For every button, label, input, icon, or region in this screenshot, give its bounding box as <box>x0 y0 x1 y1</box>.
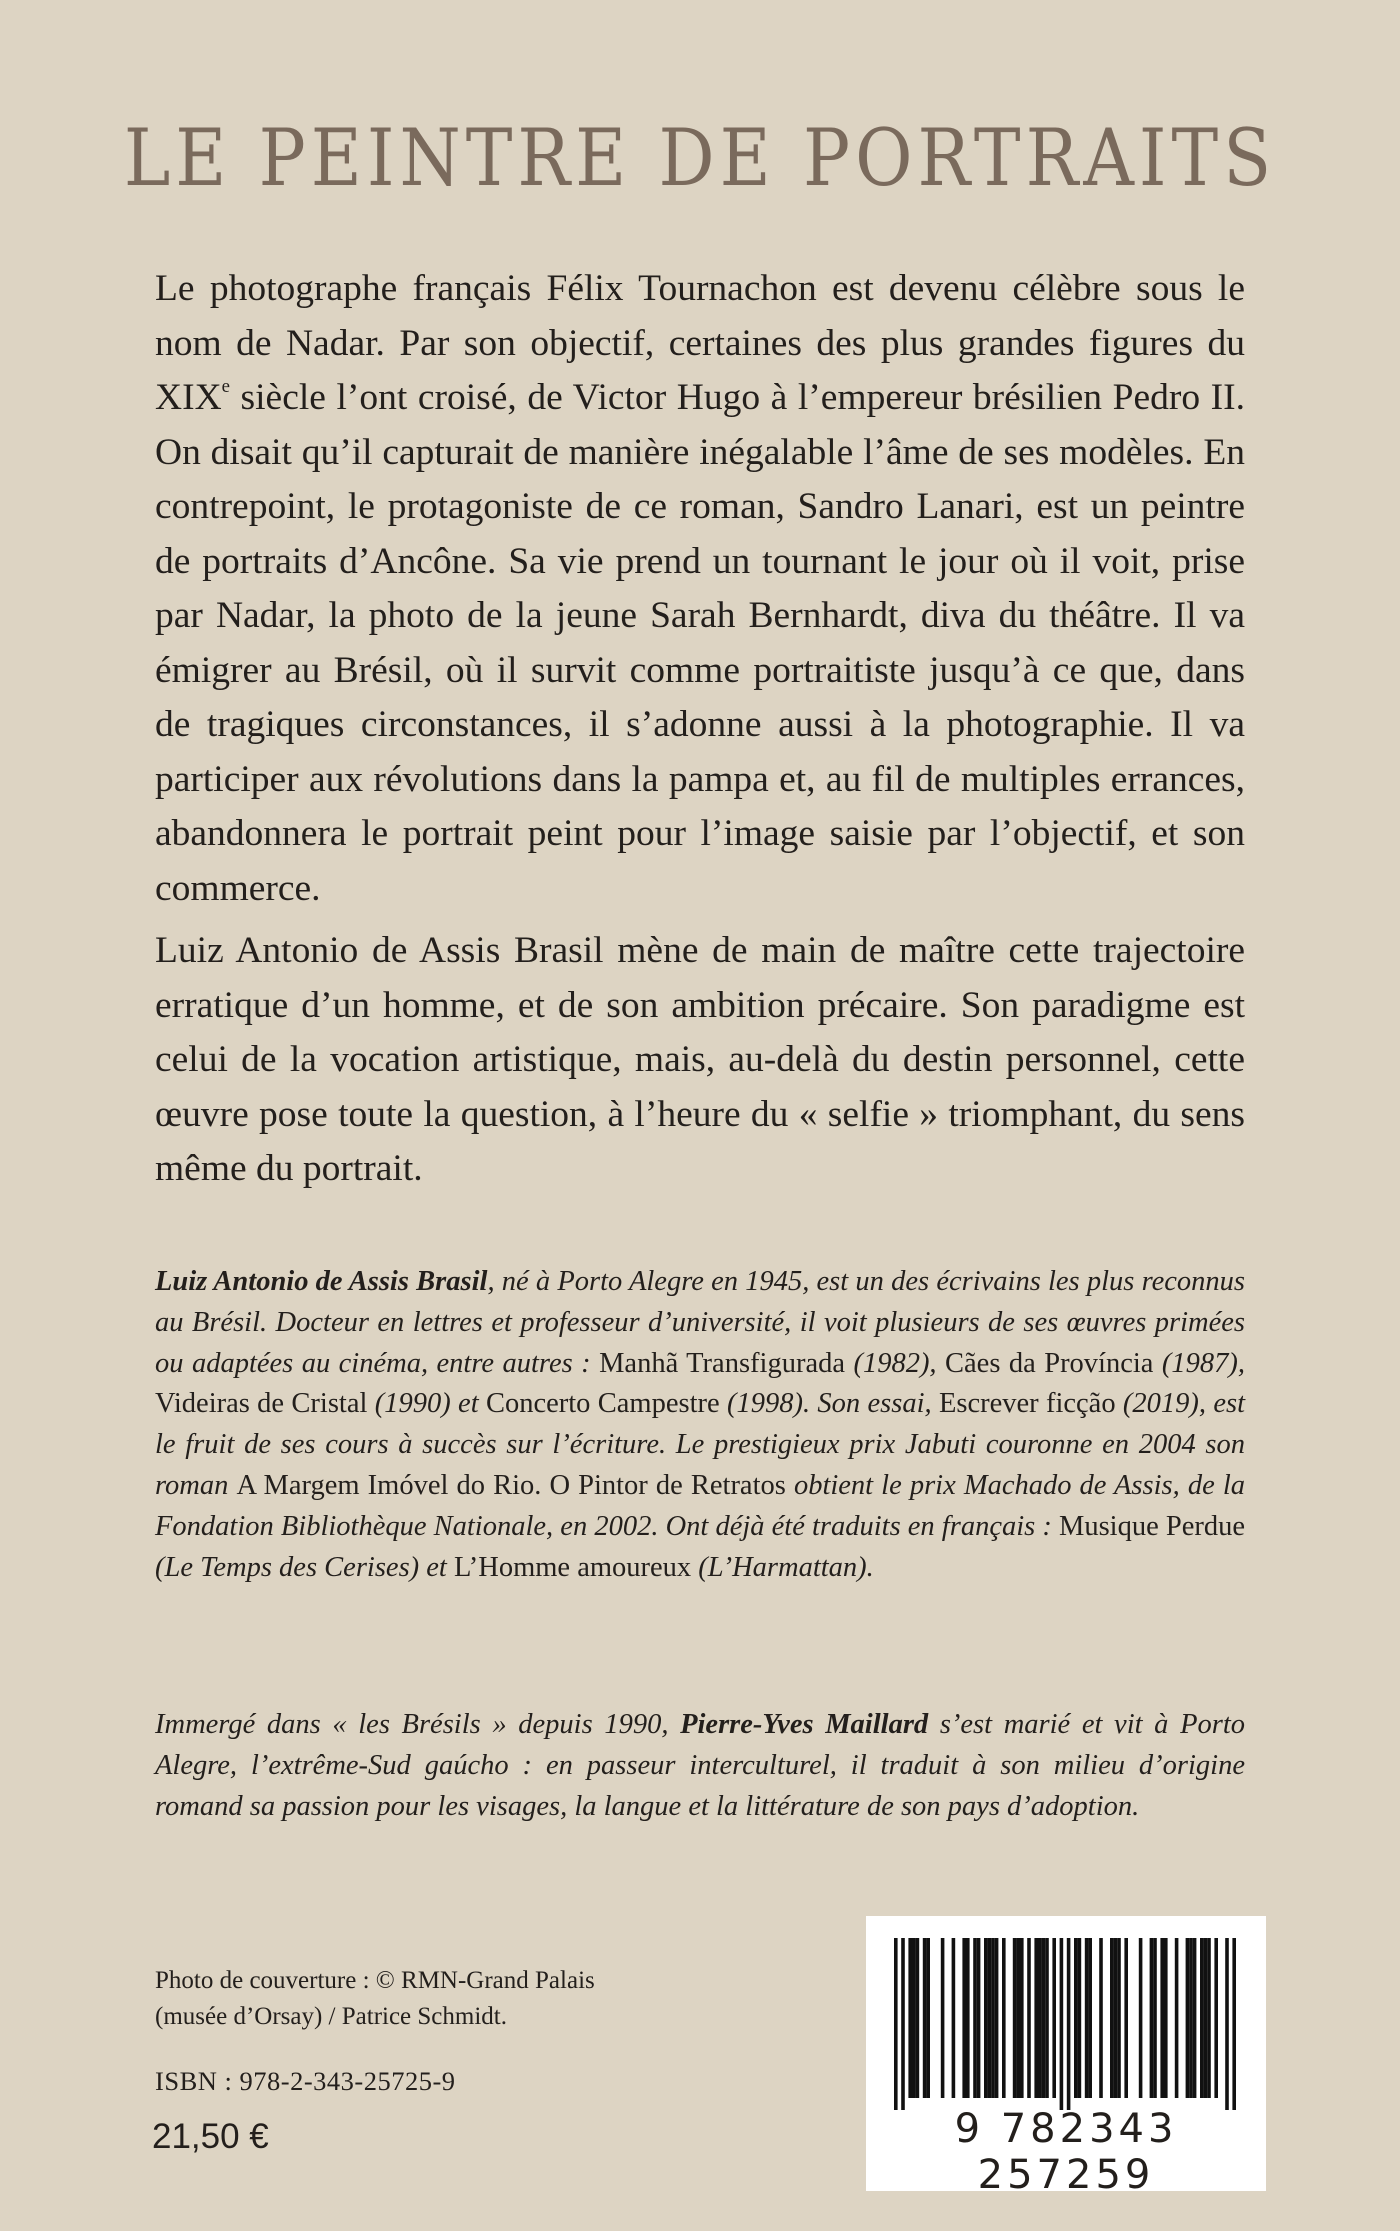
credit-line: Photo de couverture : © RMN-Grand Palais <box>155 1967 595 1994</box>
book-title-ref: Musique Perdue <box>1058 1510 1245 1542</box>
translator-name: Pierre-Yves Maillard <box>680 1709 929 1740</box>
bio-text: (Le Temps des Cerises) et <box>155 1551 454 1583</box>
barcode-bar <box>1189 1938 1193 2098</box>
bio-text: (1998). Son essai, <box>719 1388 939 1420</box>
author-name: Luiz Antonio de Assis Brasil <box>155 1266 488 1297</box>
barcode-bar <box>1214 1938 1218 2098</box>
barcode-bar <box>1020 1938 1024 2098</box>
barcode <box>866 1916 1266 2198</box>
barcode-bar <box>1117 1938 1121 2098</box>
barcode-bar <box>1164 1938 1168 2098</box>
barcode-bar <box>984 1938 988 2098</box>
book-title-ref: Cães da Província <box>945 1347 1154 1379</box>
bio-text: (1982), <box>845 1347 946 1379</box>
book-title-ref: A Margem Imóvel do Rio. O Pintor de Retratos <box>236 1469 786 1501</box>
summary-text: siècle l’ont croisé, de Victor Hugo à l’empereur brésilien Pedro II. On disait qu’il capturait de manière inégalable l’âme de ses modèles. En contrepoint, le protagoniste de ce roman, Sandro Lanari, est un peintre de portraits d’Ancône. Sa vie prend un tournant le jour où il voit, prise par Nadar, la photo de la jeune Sarah Bernhardt, diva du théâtre. Il va émigrer au Brésil, où il survit comme portraitiste jusqu’à ce que, dans de tragiques circonstances, il s’adonne aussi à la photographie. Il va participer aux révolutions dans la pampa et, au fil de multiples errances, abandonnera le portrait peint pour l’image saisie par l’objectif, et son commerce. <box>155 377 1245 909</box>
barcode-bar <box>1160 1938 1164 2098</box>
barcode-bar <box>1114 1938 1118 2098</box>
bio-text: s’est marié et vit à Porto Alegre, l’extrême-Sud gaúcho : en passeur interculturel, il traduit à son milieu d’origine romand sa passion pour les visages, la langue et la littérature de son pays d’adoption. <box>155 1709 1245 1822</box>
book-title: LE PEINTRE DE PORTRAITS <box>123 112 1277 204</box>
barcode-bar <box>977 1938 981 2098</box>
bio-text: Immergé dans « les Brésils » depuis 1990, <box>155 1709 681 1740</box>
book-title-ref: L’Homme amoureux <box>453 1551 692 1583</box>
barcode-bar <box>991 1938 995 2098</box>
summary-text: Le photographe français Félix Tournachon est devenu célèbre sous le nom de Nadar. Par son objectif, certaines des plus grandes figures du XIX <box>155 268 1245 418</box>
barcode-bar <box>1074 1938 1078 2098</box>
bio-text: (1987), <box>1153 1347 1246 1379</box>
barcode-bar <box>1186 1938 1190 2098</box>
barcode-bar <box>1099 1938 1103 2098</box>
book-title-ref: Escrever ficção <box>938 1388 1116 1420</box>
isbn-text: ISBN : 978-2-343-25725-9 <box>155 2066 456 2096</box>
price-text: 21,50 € <box>152 2117 269 2156</box>
barcode-bar <box>1052 1938 1056 2098</box>
barcode-bar <box>1175 1938 1179 2098</box>
barcode-bar <box>962 1938 966 2098</box>
barcode-bar <box>1085 1938 1089 2098</box>
bio-text: (1990) et <box>367 1388 486 1420</box>
barcode-bar <box>1067 1938 1071 2110</box>
barcode-bar <box>923 1938 927 2098</box>
book-title-ref: Concerto Campestre <box>485 1388 720 1420</box>
barcode-bar <box>1016 1938 1020 2098</box>
barcode-bar <box>1060 1938 1064 2110</box>
barcode-bar <box>1045 1938 1049 2098</box>
barcode-bar <box>912 1938 916 2098</box>
barcode-bar <box>952 1938 956 2098</box>
barcode-bar <box>1088 1938 1092 2098</box>
translator-biography <box>155 1705 1245 1827</box>
barcode-bar <box>1153 1938 1157 2098</box>
barcode-bar <box>894 1938 898 2110</box>
barcode-bar <box>908 1938 912 2098</box>
barcode-bar <box>1078 1938 1082 2098</box>
barcode-bar <box>1139 1938 1143 2098</box>
barcode-bar <box>1042 1938 1046 2098</box>
barcode-bar <box>988 1938 992 2098</box>
barcode-bar <box>1038 1938 1042 2098</box>
barcode-bar <box>1124 1938 1128 2098</box>
barcode-bars <box>866 1916 1266 2111</box>
bio-text: (2019), est le fruit de ses cours à succès sur l’écriture. Le prestigieux prix Jabuti couronne en 2004 son roman <box>155 1388 1246 1501</box>
bio-text: obtient le prix Machado de Assis, de la Fondation Bibliothèque Nationale, en 2002. Ont déjà été traduits en français : <box>155 1469 1245 1542</box>
summary-paragraph-2: Luiz Antonio de Assis Brasil mène de main de maître cette trajectoire erratique d’un homme, et de son ambition précaire. Son paradigme est celui de la vocation artistique, mais, au-delà du destin personnel, cette œuvre pose toute la question, à l’heure du « selfie » triomphant, du sens même du portrait. <box>155 930 1245 1189</box>
credit-line: (musée d’Orsay) / Patrice Schmidt. <box>155 2003 507 2030</box>
barcode-bar <box>1204 1938 1208 2098</box>
author-biography <box>155 1262 1245 1588</box>
barcode-bar <box>1150 1938 1154 2098</box>
barcode-bar <box>1002 1938 1006 2098</box>
barcode-bar <box>995 1938 999 2098</box>
barcode-bar <box>1193 1938 1197 2098</box>
barcode-bar <box>966 1938 970 2098</box>
barcode-bar <box>1034 1938 1038 2098</box>
barcode-bar <box>1200 1938 1204 2098</box>
bio-text: (L’Harmattan). <box>691 1551 874 1583</box>
barcode-bar <box>901 1938 905 2110</box>
century-superscript: e <box>221 376 230 398</box>
barcode-bar <box>1110 1938 1114 2098</box>
bio-text: , né à Porto Alegre en 1945, est un des écrivains les plus reconnus au Brésil. Docteur en lettres et professeur d’université, il voit plusieurs de ses œuvres primées ou adaptées au cinéma, entre autres : <box>155 1266 1246 1379</box>
barcode-bar <box>1027 1938 1031 2098</box>
barcode-bar <box>1232 1938 1236 2110</box>
book-title-ref: Manhã Transfigurada <box>599 1347 845 1379</box>
barcode-bar <box>973 1938 977 2098</box>
barcode-bar <box>916 1938 920 2098</box>
barcode-bar <box>941 1938 945 2098</box>
barcode-bar <box>1013 1938 1017 2098</box>
photo-credit <box>155 1963 595 2035</box>
barcode-bar <box>926 1938 930 2098</box>
summary-paragraph-1 <box>155 262 1245 916</box>
barcode-digits: 9 782343 257259 <box>954 2106 1178 2198</box>
barcode-bar <box>1207 1938 1211 2098</box>
book-title-ref: Videiras de Cristal <box>155 1388 368 1420</box>
barcode-bar <box>1225 1938 1229 2110</box>
